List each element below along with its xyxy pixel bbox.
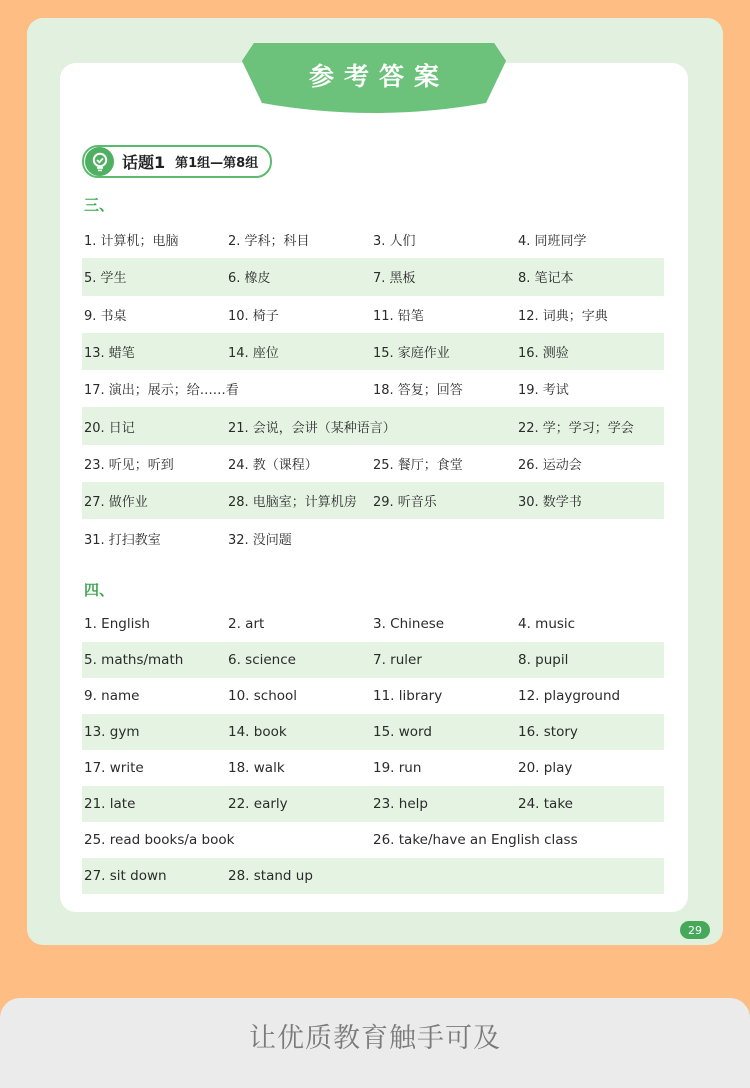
topic-subtitle: 第1组—第8组: [175, 156, 259, 171]
table-row: [82, 714, 664, 750]
answer-item: 15. 家庭作业: [373, 346, 450, 362]
table-row: [82, 407, 664, 444]
answer-item: 1. English: [84, 616, 150, 632]
answer-item: 24. 教（课程）: [228, 457, 318, 473]
topic-badge: [82, 145, 272, 178]
answer-item: 10. 椅子: [228, 308, 279, 324]
table-row: [82, 370, 664, 407]
topic-name: 话题1: [122, 153, 166, 172]
answer-item: 2. 学科；科目: [228, 234, 310, 250]
answer-item: 26. take/have an English class: [373, 832, 578, 848]
answer-item: 27. sit down: [84, 868, 167, 884]
table-row: [82, 678, 664, 714]
answer-item: 4. 同班同学: [518, 234, 587, 250]
answer-item: 19. run: [373, 760, 422, 776]
answer-item: 31. 打扫教室: [84, 532, 161, 548]
answer-item: 3. 人们: [373, 234, 416, 250]
table-row: [82, 642, 664, 678]
answer-item: 18. 答复；回答: [373, 383, 463, 399]
answer-item: 3. Chinese: [373, 616, 445, 632]
table-row: [82, 445, 664, 482]
answer-item: 9. name: [84, 688, 140, 704]
answer-item: 17. 演出；展示；给……看: [84, 383, 239, 399]
answer-item: 11. 铅笔: [373, 308, 424, 324]
answer-item: 23. 听见；听到: [84, 457, 174, 473]
answer-item: 21. late: [84, 796, 136, 812]
answer-item: 18. walk: [228, 760, 285, 776]
table-row: [82, 296, 664, 333]
answer-item: 8. 笔记本: [518, 271, 574, 287]
section-3-label: 三、: [84, 196, 115, 214]
page-number: 29: [680, 921, 710, 939]
answer-item: 15. word: [373, 724, 432, 740]
table-row: [82, 822, 664, 858]
table-row: [82, 606, 664, 642]
table-row: [82, 258, 664, 295]
answer-item: 14. 座位: [228, 346, 279, 362]
table-row: [82, 786, 664, 822]
section-4-table: [82, 606, 664, 894]
answer-item: 5. maths/math: [84, 652, 184, 668]
answer-item: 16. story: [518, 724, 578, 740]
table-row: [82, 221, 664, 258]
answer-item: 23. help: [373, 796, 428, 812]
banner-title: 参考答案: [308, 62, 449, 91]
answer-item: 14. book: [228, 724, 287, 740]
answer-item: 1. 计算机；电脑: [84, 234, 179, 250]
footer-slogan: 让优质教育触手可及: [249, 1023, 501, 1054]
answer-item: 22. early: [228, 796, 288, 812]
answer-item: 6. science: [228, 652, 296, 668]
answer-item: 19. 考试: [518, 383, 569, 399]
answer-item: 2. art: [228, 616, 265, 632]
title-banner: [242, 43, 506, 115]
answer-item: 20. 日记: [84, 420, 135, 436]
answer-item: 16. 测验: [518, 346, 569, 362]
table-row: [82, 482, 664, 519]
answer-item: 13. gym: [84, 724, 140, 740]
table-row: [82, 519, 664, 556]
answer-item: 17. write: [84, 760, 144, 776]
answer-item: 11. library: [373, 688, 443, 704]
answer-item: 5. 学生: [84, 271, 127, 287]
table-row: [82, 858, 664, 894]
answer-item: 25. 餐厅；食堂: [373, 457, 463, 473]
answer-item: 30. 数学书: [518, 495, 582, 511]
answer-item: 26. 运动会: [518, 457, 582, 473]
table-row: [82, 333, 664, 370]
table-row: [82, 750, 664, 786]
answer-item: 8. pupil: [518, 652, 569, 668]
answer-item: 9. 书桌: [84, 308, 127, 324]
answer-item: 7. 黑板: [373, 271, 416, 287]
answer-item: 28. 电脑室；计算机房: [228, 495, 357, 511]
answer-item: 6. 橡皮: [228, 271, 271, 287]
section-3-table: [82, 221, 664, 557]
answer-item: 27. 做作业: [84, 495, 148, 511]
answer-item: 12. 词典；字典: [518, 308, 608, 324]
section-4-label: 四、: [84, 581, 115, 599]
answer-item: 25. read books/a book: [84, 832, 235, 848]
answer-item: 4. music: [518, 616, 576, 632]
answer-item: 12. playground: [518, 688, 621, 704]
answer-item: 29. 听音乐: [373, 495, 437, 511]
answer-item: 20. play: [518, 760, 573, 776]
lightbulb-icon: [85, 147, 114, 176]
answer-item: 32. 没问题: [228, 532, 292, 548]
answer-item: 22. 学；学习；学会: [518, 420, 634, 436]
answer-item: 28. stand up: [228, 868, 313, 884]
footer-bar: [0, 998, 750, 1088]
answer-item: 7. ruler: [373, 652, 422, 668]
answer-item: 21. 会说，会讲（某种语言）: [228, 420, 396, 436]
answer-item: 10. school: [228, 688, 298, 704]
answer-item: 24. take: [518, 796, 573, 812]
answer-item: 13. 蜡笔: [84, 346, 135, 362]
